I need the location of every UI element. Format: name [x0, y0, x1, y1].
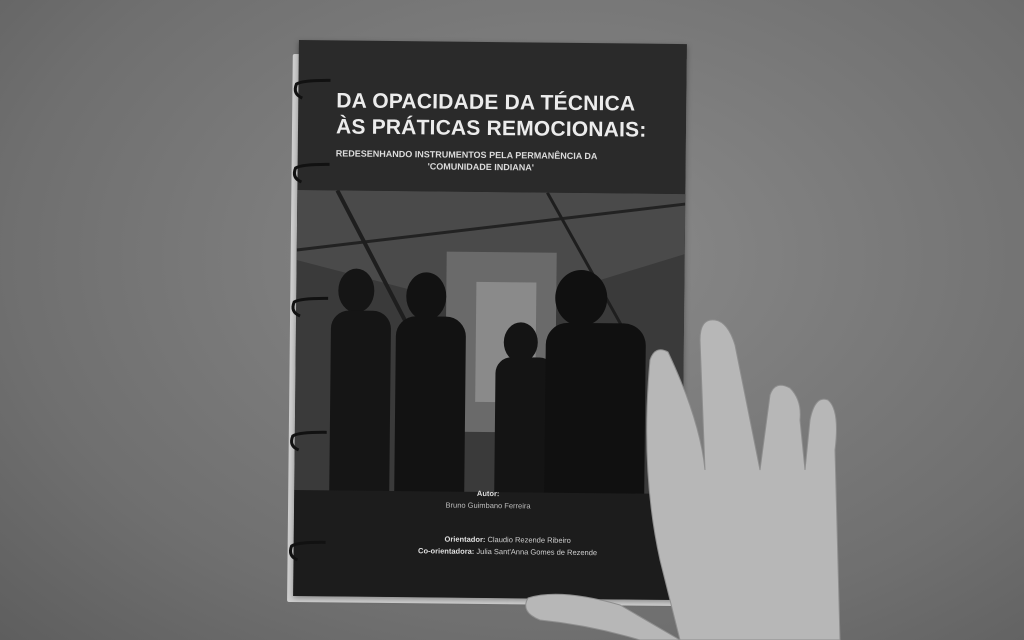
spiral-binding-rings — [285, 40, 331, 600]
cover-credits — [294, 486, 683, 560]
cover-subtitle-line-1: REDESENHANDO INSTRUMENTOS PELA PERMANÊNCIA DA — [335, 148, 598, 162]
book-cover — [293, 40, 687, 600]
advisor-label: Orientador: — [444, 534, 486, 544]
advisor-name: Claudio Rezende Ribeiro — [487, 535, 571, 545]
coadvisor-label: Co-orientadora: — [418, 546, 475, 556]
author-name: Bruno Guimbano Ferreira — [445, 500, 531, 511]
cover-title-line-2: ÀS PRÁTICAS REMOCIONAIS: — [335, 115, 647, 142]
cover-subtitle — [336, 147, 656, 174]
cover-title-line-1: DA OPACIDADE DA TÉCNICA — [336, 89, 636, 116]
author-label: Autor: — [476, 488, 500, 499]
cover-title — [336, 88, 657, 143]
cover-subtitle-line-2: 'COMUNIDADE INDIANA' — [427, 161, 534, 173]
bound-thesis-book — [285, 40, 689, 604]
coadvisor-name: Julia Sant'Anna Gomes de Rezende — [476, 546, 598, 558]
